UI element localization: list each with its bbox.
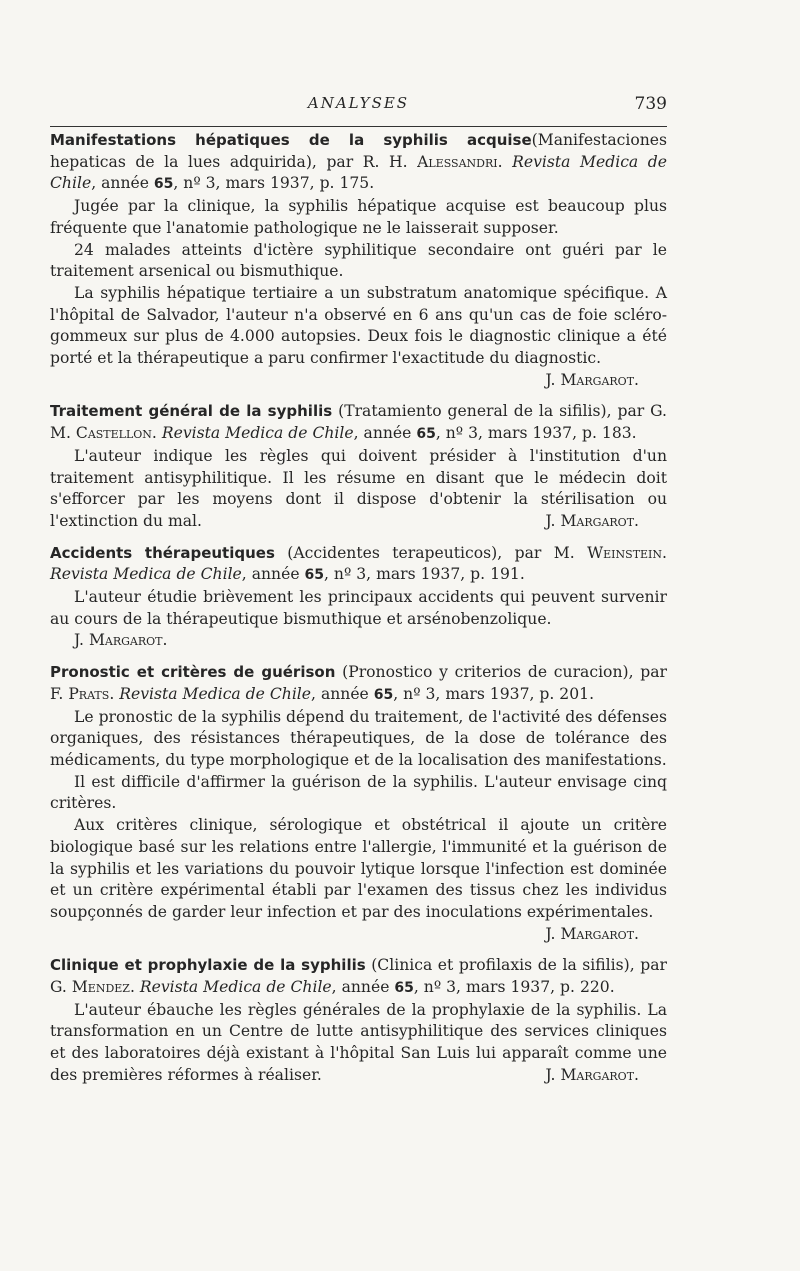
abstract-entry	[50, 955, 667, 1086]
entry-reference: Accidents thérapeutiques (Accidentes terapeuticos), par M. Weinstein. Revista Medica de Chile, année 65, nº 3, mars 1937, p. 191.	[50, 543, 667, 584]
entry-author: Weinstein	[587, 543, 663, 562]
entry-reference: Manifestations hépatiques de la syphilis acquise(Manifestaciones hepaticas de la lues adquirida), par R. H. Alessandri. Revista Medica de Chile, année 65, nº 3, mars 1937, p. 175.	[50, 131, 667, 193]
entry-signature: J. Margarot.	[545, 370, 639, 389]
entry-journal: Revista Medica de Chile	[119, 684, 312, 703]
entry-paragraph: 24 malades atteints d'ictère syphilitique secondaire ont guéri par le traitement arsenical ou bismuthique.	[50, 240, 667, 281]
entry-title: Accidents thérapeutiques	[50, 543, 275, 562]
entry-reference: Traitement général de la syphilis (Tratamiento general de la sifilis), par G. M. Castellon. Revista Medica de Chile, année 65, nº 3, mars 1937, p. 183.	[50, 402, 668, 443]
entry-journal: Revista Medica de Chile	[50, 152, 667, 193]
entry-title: Pronostic et critères de guérison	[50, 663, 336, 682]
entry-journal: Revista Medica de Chile	[139, 978, 332, 997]
entry-author: Mendez	[71, 978, 130, 997]
entry-author: Prats	[68, 684, 110, 703]
entry-body	[50, 196, 667, 389]
entry-paragraph: Le pronostic de la syphilis dépend du traitement, de l'activité des défenses organiques, des résistances thérapeutiques, de la dose de tolérance des médicaments, du type morphologique et de la localisation des manifestations.	[50, 707, 667, 769]
running-title: ANALYSES	[307, 94, 410, 112]
entry-reference: Clinique et prophylaxie de la syphilis (Clinica et profilaxis de la sifilis), par G. Mendez. Revista Medica de Chile, année 65, nº 3, mars 1937, p. 220.	[50, 956, 667, 997]
entry-paragraph: La syphilis hépatique tertiaire a un substratum anatomique spécifique. A l'hôpital de Salvador, l'auteur n'a observé en 6 ans qu'un cas de foie scléro-gommeux sur plus de 4.000 autopsies. Deux fois le diagnostic clinique a été porté et la thérapeutique a paru confirmer l'exactitude du diagnostic. J. Margarot.	[50, 283, 667, 370]
entry-paragraph: L'auteur indique les règles qui doivent présider à l'institution d'un traitement antisyphilitique. Il les résume en disant que le médecin doit s'efforcer par les moyens dont il dispose d'obtenir la stérilisation ou l'extinction du mal. J. Margarot.	[50, 446, 667, 533]
entry-journal: Revista Medica de Chile	[161, 424, 354, 443]
entry-signature: J. Margarot.	[545, 1065, 639, 1084]
entry-paragraph: L'auteur ébauche les règles générales de la prophylaxie de la syphilis. La transformation en un Centre de lutte antisyphilitique des services cliniques et des laboratoires déjà existant à l'hôpital San Luis lui apparaît comme une des premières réformes à réaliser. J. Margarot.	[50, 1000, 667, 1087]
entry-paragraph: L'auteur étudie brièvement les principaux accidents qui peuvent survenir au cours de la thérapeutique bismuthique et arsénobenzolique.	[50, 588, 667, 628]
entry-volume: 65	[394, 980, 414, 997]
abstract-entry	[50, 543, 667, 653]
abstract-entry	[50, 401, 667, 532]
entry-paragraph: Jugée par la clinique, la syphilis hépatique acquise est beaucoup plus fréquente que l'anatomie pathologique ne le laisserait supposer.	[50, 197, 667, 237]
entry-paragraph: Aux critères clinique, sérologique et obstétrical il ajoute un critère biologique basé sur les relations entre l'allergie, l'immunité et la guérison de la syphilis et les variations du pouvoir lytique lorsque l'infection est dominée et un critère expérimental établi par l'examen des tissus chez les individus soupçonnés de garder leur infection et par des inoculations expérimentales. J. Margarot.	[50, 815, 667, 924]
entry-author: Castellon	[75, 424, 152, 443]
entry-volume: 65	[416, 426, 436, 443]
entry-volume: 65	[304, 567, 324, 584]
entry-body	[50, 446, 667, 533]
article-list	[50, 130, 667, 1097]
entry-title: Manifestations hépatiques de la syphilis acquise	[50, 131, 532, 149]
entry-title: Clinique et prophylaxie de la syphilis	[50, 956, 366, 975]
entry-signature: J. Margarot.	[74, 631, 168, 650]
abstract-entry	[50, 130, 667, 391]
entry-volume: 65	[153, 176, 174, 193]
entry-signature: J. Margarot.	[545, 511, 639, 530]
entry-title: Traitement général de la syphilis	[50, 402, 333, 421]
header-rule	[50, 126, 667, 127]
entry-body	[50, 1000, 667, 1087]
entry-body	[50, 707, 667, 943]
page-number: 739	[634, 94, 667, 114]
page-header	[50, 86, 667, 126]
entry-signature: J. Margarot.	[545, 924, 639, 943]
entry-body	[50, 587, 667, 652]
abstract-entry	[50, 662, 667, 945]
entry-volume: 65	[373, 686, 394, 703]
entry-journal: Revista Medica de Chile	[50, 565, 242, 584]
entry-author: Alessandri	[417, 152, 498, 171]
entry-reference: Pronostic et critères de guérison (Pronostico y criterios de curacion), par F. Prats. Revista Medica de Chile, année 65, nº 3, mars 1937, p. 201.	[50, 663, 667, 703]
entry-paragraph: Il est difficile d'affirmer la guérison de la syphilis. L'auteur envisage cinq critères.	[50, 772, 667, 813]
